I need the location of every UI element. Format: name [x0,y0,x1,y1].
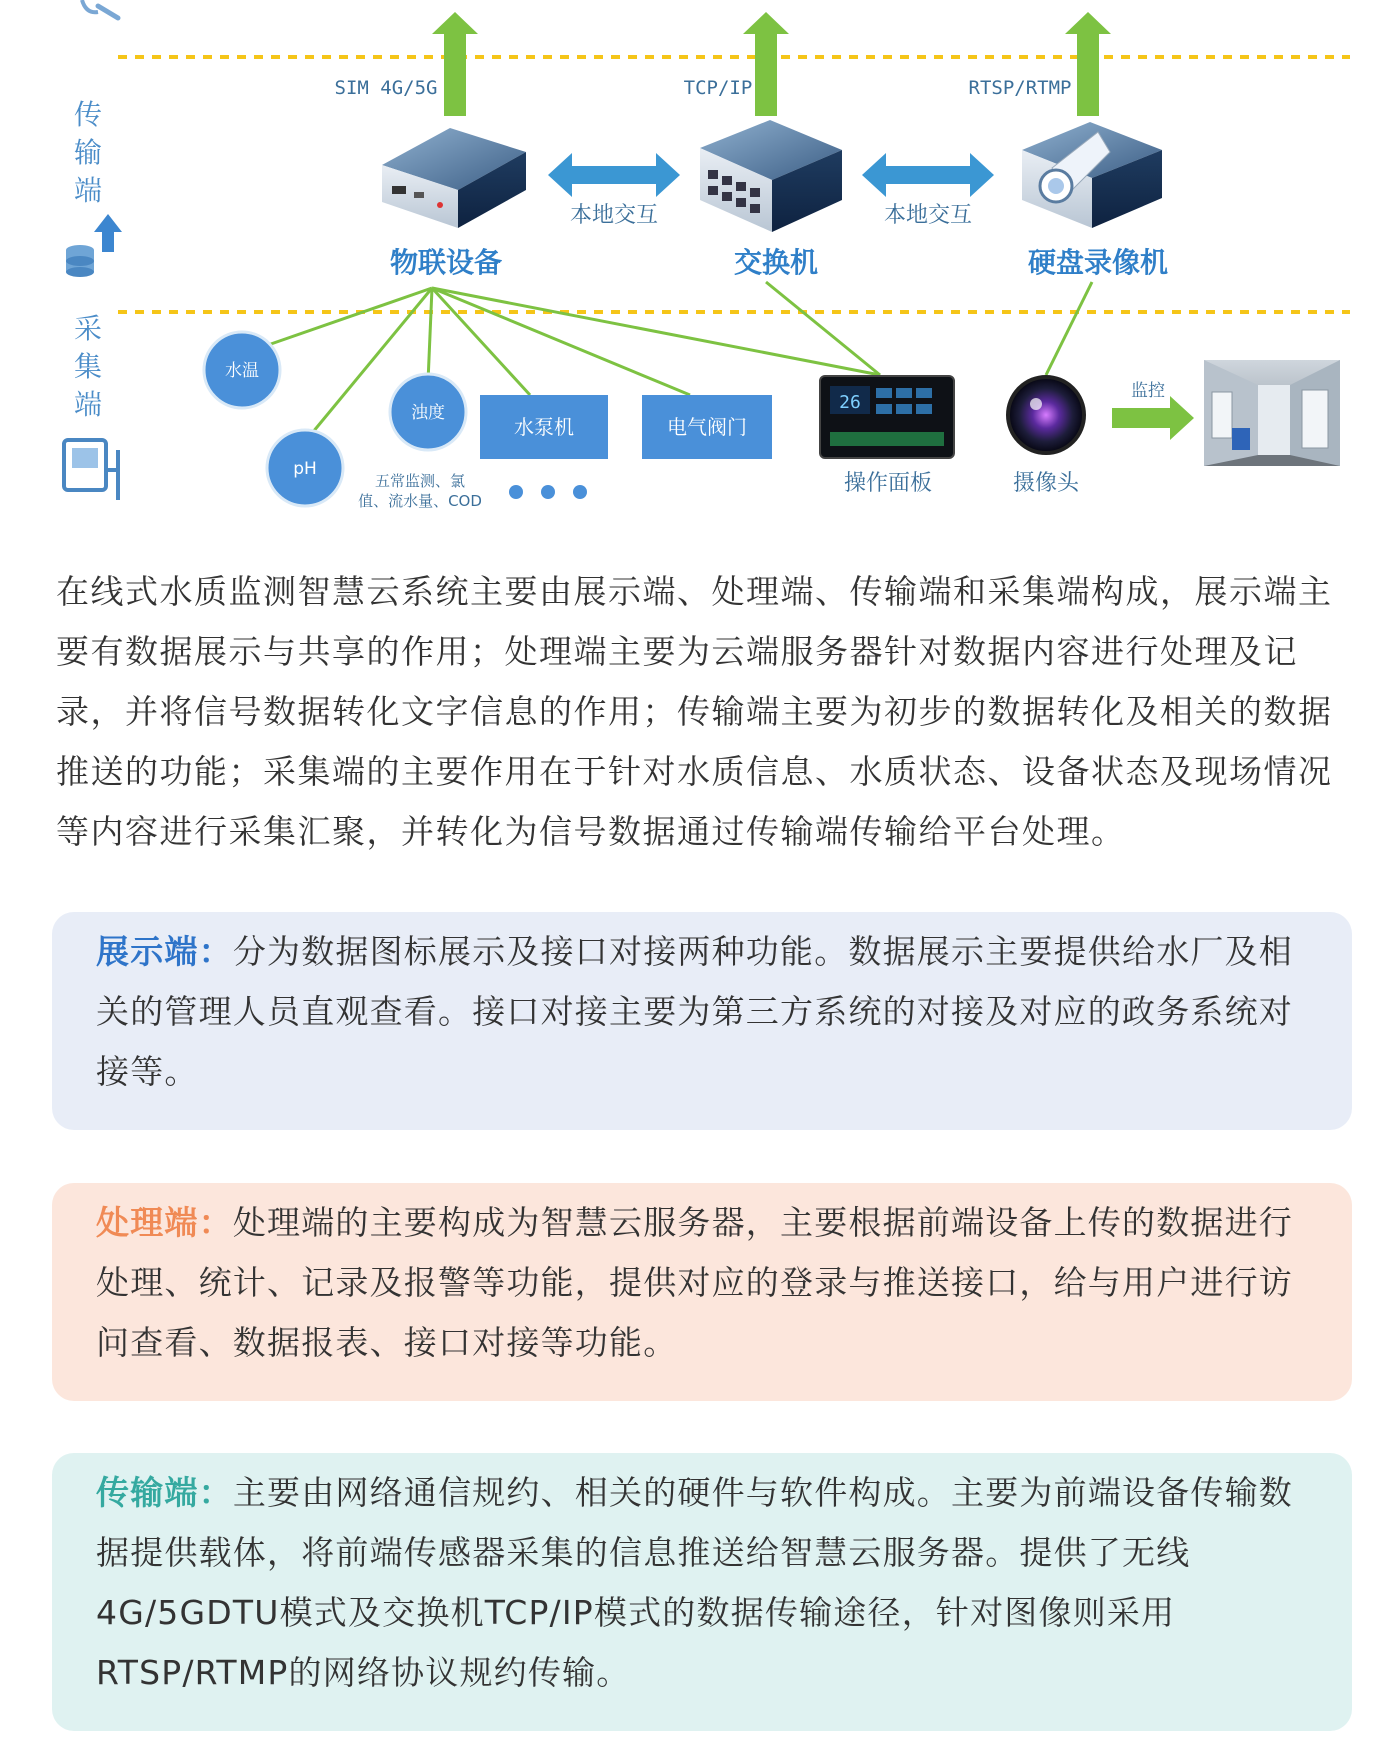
protocol-label-tcp: TCP/IP [683,77,753,99]
transmission-end-body: 主要由网络通信规约、相关的硬件与软件构成。主要为前端设备传输数据提供载体，将前端传感器采集的信息推送给智慧云服务器。提供了无线4G/5GDTU模式及交换机TCP/IP模式的数据传输途径，针对图像则采用RTSP/RTMP的网络协议规约传输。 [96,1473,1294,1692]
device-label-iot: 物联设备 [389,246,503,279]
panel-display-value: 26 [839,392,861,413]
monitoring-site-photo [1204,360,1340,466]
sensor-turbidity-label: 浊度 [411,403,445,423]
magnifier-icon [82,0,118,18]
monitor-arrow [1112,396,1194,440]
iot-device-icon [382,128,526,228]
valve-box [642,395,772,459]
camera-label: 摄像头 [1012,471,1080,496]
upload-arrow-sim [432,12,478,116]
protocol-label-sim: SIM 4G/5G [334,77,438,99]
side-label-transmission-1: 传 [73,98,103,131]
database-upload-icon [66,214,122,277]
side-label-collection-2: 集 [73,350,103,383]
display-end-card [52,912,1352,1130]
network-switch-icon [700,120,842,232]
sensor-turbidity [390,374,466,450]
side-label-collection-1: 采 [73,312,103,345]
side-label-transmission-2: 输 [73,136,103,169]
local-link-arrow-1 [548,153,680,197]
processing-end-title: 处理端： [96,1203,233,1242]
intro-paragraph: 在线式水质监测智慧云系统主要由展示端、处理端、传输端和采集端构成，展示端主要有数据展示与共享的作用；处理端主要为云端服务器针对数据内容进行处理及记录，并将信号数据转化文字信息的作用；传输端主要为初步的数据转化及相关的数据推送的功能；采集端的主要作用在于针对水质信息、水质状态、设备状态及现场情况等内容进行采集汇聚，并转化为信号数据通过传输端传输给平台处理。 [56,572,1333,851]
local-link-arrow-2 [862,153,994,197]
sensor-device-icon [64,440,118,500]
device-label-switch: 交换机 [733,246,819,279]
device-label-nvr: 硬盘录像机 [1027,246,1169,279]
sensor-water-temp [204,332,280,408]
processing-end-card [52,1183,1352,1401]
transmission-end-title: 传输端： [96,1473,233,1512]
display-end-title: 展示端： [96,932,233,971]
side-label-collection-3: 端 [73,388,103,421]
operation-panel-icon [820,376,954,458]
side-label-transmission-3: 端 [73,174,103,207]
panel-label: 操作面板 [843,471,933,496]
local-link-label-1: 本地交互 [569,203,659,228]
pump-box [480,395,608,459]
sensor-ph-label: pH [293,459,317,479]
transmission-end-card [52,1453,1352,1731]
system-architecture-diagram [0,0,1400,520]
more-ellipsis-dots [509,485,587,499]
sensor-ph [267,430,343,506]
nvr-recorder-icon [1022,122,1162,228]
display-end-body: 分为数据图标展示及接口对接两种功能。数据展示主要提供给水厂及相关的管理人员直观查看。接口对接主要为第三方系统的对接及对应的政务系统对接等。 [96,932,1294,1091]
sensor-water-temp-label: 水温 [225,361,259,381]
protocol-label-rtsp: RTSP/RTMP [968,77,1072,99]
processing-end-body: 处理端的主要构成为智慧云服务器，主要根据前端设备上传的数据进行处理、统计、记录及报警等功能，提供对应的登录与推送接口，给与用户进行访问查看、数据报表、接口对接等功能。 [96,1203,1294,1362]
valve-box-label: 电气阀门 [667,415,747,439]
upload-arrow-rtsp [1065,12,1111,116]
upload-arrow-tcp [743,12,789,116]
pump-box-label: 水泵机 [514,415,574,439]
camera-icon [1008,377,1084,453]
local-link-label-2: 本地交互 [883,203,973,228]
sensor-note-line2: 值、流水量、COD [358,492,482,510]
monitor-label: 监控 [1131,381,1165,401]
sensor-note-line1: 五常监测、氯 [374,472,466,490]
